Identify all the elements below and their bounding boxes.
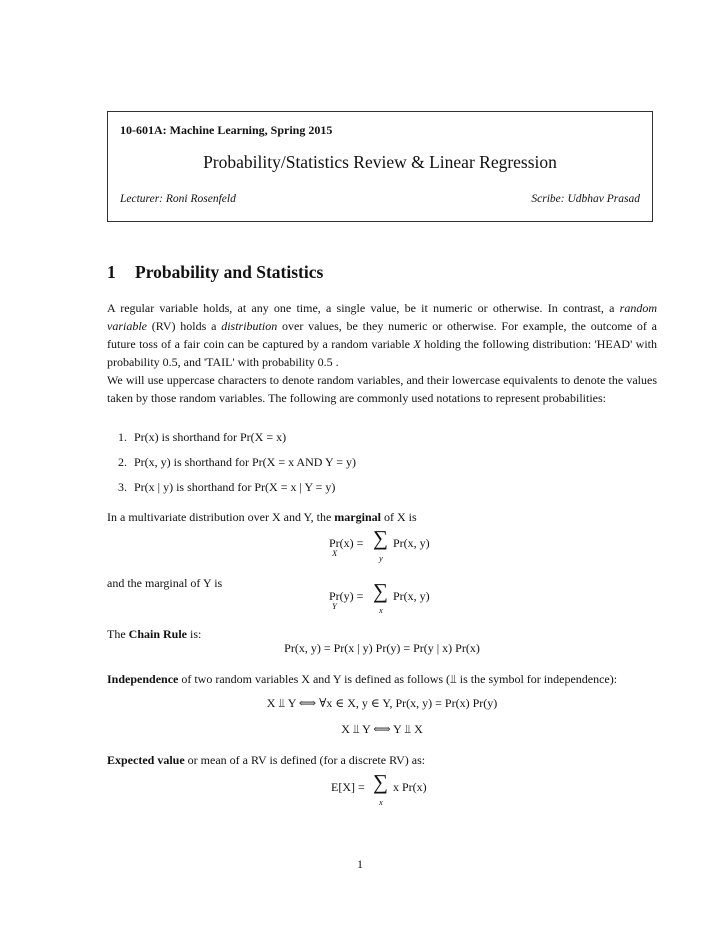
chain-rule-label: The Chain Rule is: [107,627,202,641]
scribe-name: Scribe: Udbhav Prasad [531,193,640,205]
lecturer-name: Lecturer: Roni Rosenfeld [120,193,236,205]
lecture-header-box [107,111,653,222]
section-title: Probability and Statistics [135,262,324,282]
independence-symmetry-equation: X ⫫ Y ⟺ Y ⫫ X [341,722,423,736]
marginal-intro: In a multivariate distribution over X and Y, the marginal of X is [107,510,417,524]
marginal-y-intro: and the marginal of Y is [107,576,223,590]
list-item: 1. Pr(x) is shorthand for Pr(X = x) [118,430,287,444]
chain-rule-equation: Pr(x, y) = Pr(x | y) Pr(y) = Pr(y | x) Pr(x) [284,641,480,655]
independence-equation: X ⫫ Y ⟺ ∀x ∈ X, y ∈ Y, Pr(x, y) = Pr(x) Pr(y) [266,696,498,710]
course-title: 10-601A: Machine Learning, Spring 2015 [120,123,333,137]
document-title: Probability/Statistics Review & Linear Regression [203,152,557,172]
section-heading [107,262,323,283]
notation-paragraph: We will use uppercase characters to denote random variables, and their lowercase equivalents to denote the values taken by those random variables. The following are commonly used notations to represent probabilities: [107,373,657,405]
independence-definition: Independence of two random variables X and Y is defined as follows (⫫ is the symbol for independence): [107,672,618,686]
intro-paragraph: A regular variable holds, at any one time, a single value, be it numeric or otherwise. In contrast, a random variable (RV) holds a distribution over values, be they numeric or otherwise. For example, the outcome of a future toss of a fair coin can be captured by a random variable X holding the following distribution: 'HEAD' with probability 0.5, and 'TAIL' with probability 0.5 . [107,301,657,369]
list-item: 2. Pr(x, y) is shorthand for Pr(X = x AND Y = y) [118,455,356,469]
page-number: 1 [357,857,363,871]
list-item: 3. Pr(x | y) is shorthand for Pr(X = x | Y = y) [118,480,336,494]
expected-value-definition: Expected value or mean of a RV is defined (for a discrete RV) as: [107,753,426,767]
section-number: 1 [107,262,116,282]
